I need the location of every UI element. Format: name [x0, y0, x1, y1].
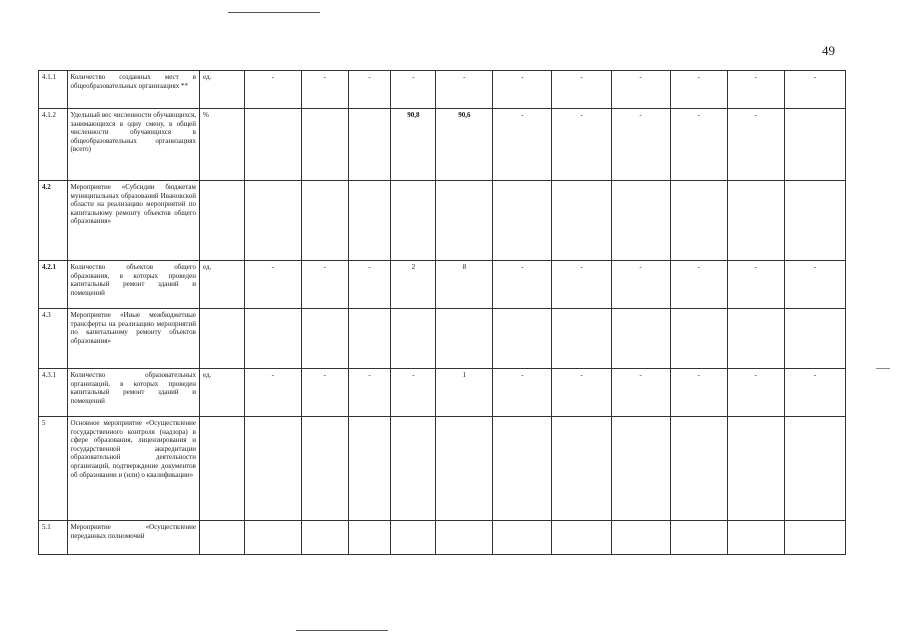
value-cell	[784, 521, 845, 555]
row-number: 5	[39, 417, 68, 521]
value-cell	[244, 417, 301, 521]
value-cell	[670, 521, 727, 555]
value-cell	[611, 309, 670, 369]
page-number: 49	[822, 43, 835, 58]
value-cell	[244, 109, 301, 181]
value-cell	[244, 309, 301, 369]
row-description: Количество созданных мест в общеобразовательных организациях **	[67, 71, 199, 109]
value-cell: 2	[391, 261, 436, 309]
value-cell	[348, 417, 391, 521]
value-cell	[493, 309, 552, 369]
value-cell: -	[784, 261, 845, 309]
value-cell	[244, 521, 301, 555]
value-cell: -	[391, 369, 436, 417]
value-cell	[301, 181, 348, 261]
value-cell	[727, 309, 784, 369]
value-cell	[493, 417, 552, 521]
value-cell: -	[244, 261, 301, 309]
value-cell: -	[552, 261, 611, 309]
value-cell: -	[784, 369, 845, 417]
value-cell	[391, 521, 436, 555]
value-cell: -	[552, 71, 611, 109]
value-cell: -	[611, 109, 670, 181]
value-cell: -	[611, 71, 670, 109]
scan-artifact-top	[228, 12, 320, 13]
value-cell: -	[552, 109, 611, 181]
value-cell	[552, 521, 611, 555]
scan-artifact-bottom	[296, 630, 388, 631]
value-cell: -	[493, 369, 552, 417]
table-row	[39, 309, 846, 369]
value-cell: -	[670, 369, 727, 417]
value-cell: -	[348, 261, 391, 309]
row-description: Мероприятие «Иные межбюджетные трансферты на реализацию мероприятий по капитальному ремонту объектов образования»	[67, 309, 199, 369]
value-cell	[348, 109, 391, 181]
row-description: Основное мероприятие «Осуществление государственного контроля (надзора) в сфере образования, лицензирования и государственной аккредитации образовательной деятельности организаций, подтверждение документов об образовании и (или) о квалификации»	[67, 417, 199, 521]
value-cell: -	[670, 261, 727, 309]
value-cell	[493, 521, 552, 555]
value-cell	[301, 309, 348, 369]
value-cell	[301, 521, 348, 555]
value-cell: 8	[436, 261, 493, 309]
row-number: 4.2	[39, 181, 68, 261]
table-row	[39, 417, 846, 521]
row-unit: %	[199, 109, 244, 181]
value-cell: -	[611, 369, 670, 417]
value-cell: -	[391, 71, 436, 109]
value-cell: -	[727, 109, 784, 181]
table-row	[39, 369, 846, 417]
value-cell: -	[436, 71, 493, 109]
value-cell: -	[493, 71, 552, 109]
value-cell	[552, 417, 611, 521]
value-cell	[552, 309, 611, 369]
value-cell	[727, 521, 784, 555]
value-cell	[784, 417, 845, 521]
row-number: 5.1	[39, 521, 68, 555]
value-cell: -	[244, 369, 301, 417]
row-unit: ед.	[199, 71, 244, 109]
value-cell	[670, 417, 727, 521]
row-unit	[199, 309, 244, 369]
value-cell	[436, 417, 493, 521]
value-cell: -	[727, 369, 784, 417]
value-cell	[611, 417, 670, 521]
value-cell	[611, 521, 670, 555]
value-cell: -	[727, 71, 784, 109]
value-cell: -	[493, 109, 552, 181]
value-cell: -	[670, 109, 727, 181]
value-cell: -	[552, 369, 611, 417]
row-description: Количество объектов общего образования, в которых проведен капитальный ремонт зданий и помещений	[67, 261, 199, 309]
table-row	[39, 261, 846, 309]
value-cell	[727, 181, 784, 261]
table-row	[39, 181, 846, 261]
value-cell: -	[670, 71, 727, 109]
value-cell: -	[611, 261, 670, 309]
value-cell: -	[301, 261, 348, 309]
value-cell	[391, 417, 436, 521]
row-description: Количество образовательных организаций, в которых проведен капитальный ремонт зданий и помещений	[67, 369, 199, 417]
row-unit	[199, 417, 244, 521]
table-row	[39, 71, 846, 109]
value-cell	[670, 181, 727, 261]
row-unit: ед.	[199, 369, 244, 417]
value-cell	[301, 417, 348, 521]
row-unit	[199, 181, 244, 261]
scan-edge-mark	[876, 368, 890, 369]
value-cell	[436, 521, 493, 555]
value-cell	[670, 309, 727, 369]
value-cell: -	[727, 261, 784, 309]
value-cell: 90,6	[436, 109, 493, 181]
value-cell: 1	[436, 369, 493, 417]
row-number: 4.1.2	[39, 109, 68, 181]
value-cell	[493, 181, 552, 261]
indicators-table	[38, 70, 846, 555]
row-unit: ед.	[199, 261, 244, 309]
table-row	[39, 521, 846, 555]
value-cell	[348, 181, 391, 261]
row-description: Удельный вес численности обучающихся, занимающихся в одну смену, в общей численности обучающихся в общеобразовательных организациях (всего)	[67, 109, 199, 181]
value-cell: -	[784, 71, 845, 109]
value-cell	[784, 309, 845, 369]
row-unit	[199, 521, 244, 555]
value-cell: -	[244, 71, 301, 109]
row-description: Мероприятие «Осуществление переданных полномочий	[67, 521, 199, 555]
value-cell	[552, 181, 611, 261]
value-cell	[391, 181, 436, 261]
value-cell	[348, 309, 391, 369]
value-cell: -	[348, 71, 391, 109]
row-number: 4.1.1	[39, 71, 68, 109]
table-body	[39, 71, 846, 555]
value-cell: 90,8	[391, 109, 436, 181]
value-cell	[727, 417, 784, 521]
value-cell	[436, 309, 493, 369]
value-cell: -	[348, 369, 391, 417]
value-cell: -	[301, 71, 348, 109]
table-row	[39, 109, 846, 181]
row-description: Мероприятие «Субсидии бюджетам муниципальных образований Ивановской области на реализацию мероприятий по капитальному ремонту объектов общего образования»	[67, 181, 199, 261]
row-number: 4.3.1	[39, 369, 68, 417]
value-cell	[348, 521, 391, 555]
value-cell	[784, 109, 845, 181]
value-cell	[611, 181, 670, 261]
value-cell	[244, 181, 301, 261]
value-cell: -	[301, 369, 348, 417]
value-cell: -	[493, 261, 552, 309]
value-cell	[436, 181, 493, 261]
row-number: 4.2.1	[39, 261, 68, 309]
value-cell	[784, 181, 845, 261]
value-cell	[301, 109, 348, 181]
value-cell	[391, 309, 436, 369]
row-number: 4.3	[39, 309, 68, 369]
